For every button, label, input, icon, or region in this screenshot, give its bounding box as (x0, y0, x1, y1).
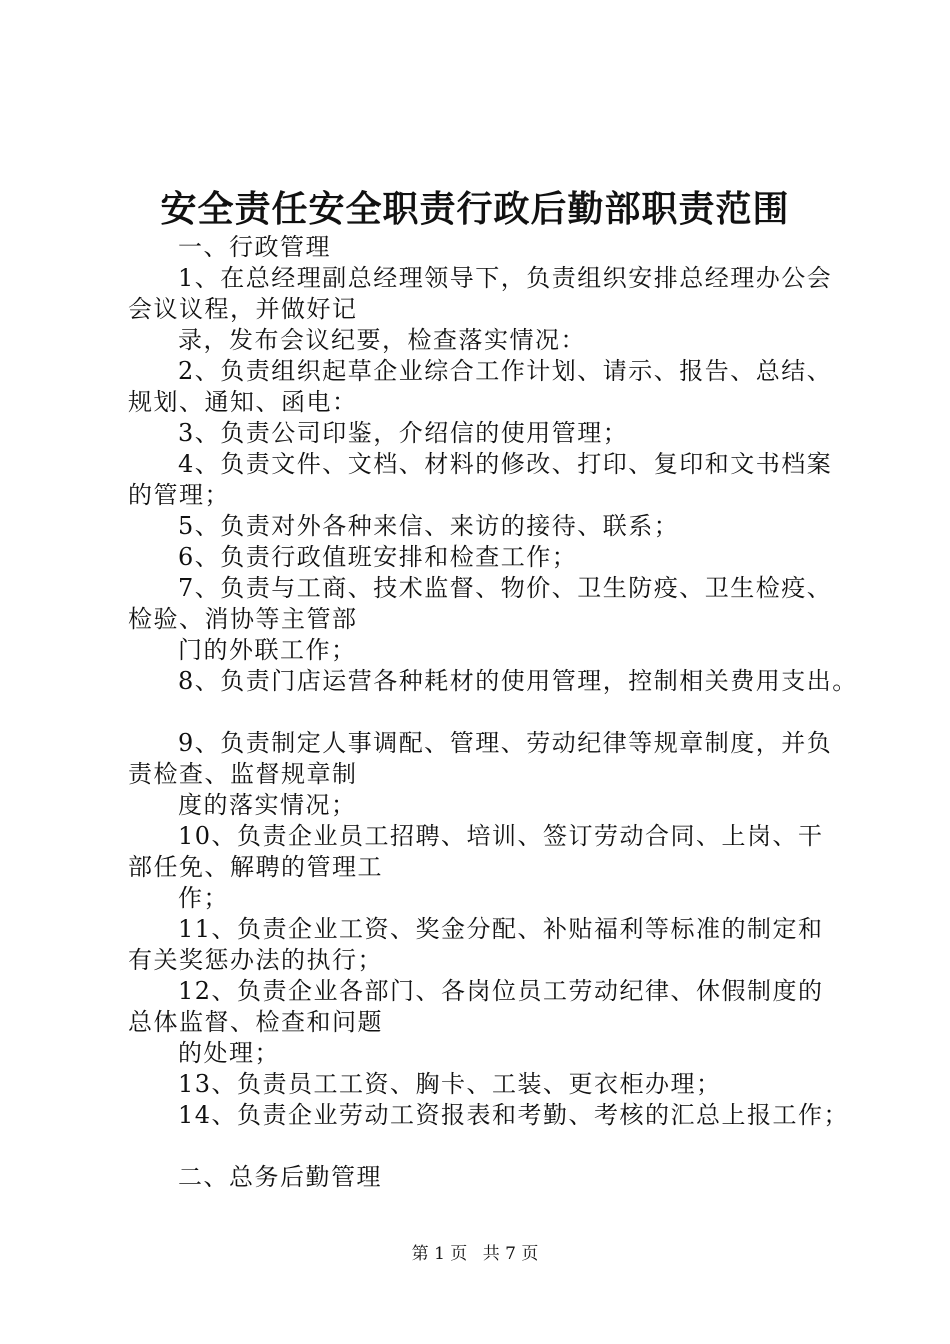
blank-line (128, 1131, 848, 1162)
text-line: 9、负责制定人事调配、管理、劳动纪律等规章制度，并负 (178, 729, 833, 757)
text-line: 12、负责企业各部门、各岗位员工劳动纪律、休假制度的 (178, 977, 824, 1005)
document-body (128, 232, 858, 1193)
text-line: 10、负责企业员工招聘、培训、签订劳动合同、上岗、干 (178, 822, 824, 850)
text-line: 门的外联工作； (178, 636, 357, 664)
text-line: 二、总务后勤管理 (178, 1163, 382, 1191)
text-line: 8、负责门店运营各种耗材的使用管理，控制相关费用支出。 (178, 667, 858, 695)
text-line: 检验、消协等主管部 (128, 605, 358, 633)
text-line: 13、负责员工工资、胸卡、工装、更衣柜办理； (178, 1070, 722, 1098)
text-line: 度的落实情况； (178, 791, 357, 819)
text-line: 4、负责文件、文档、材料的修改、打印、复印和文书档案 (178, 450, 833, 478)
page-footer (0, 1243, 950, 1265)
text-line: 6、负责行政值班安排和检查工作； (178, 543, 578, 571)
text-line: 的处理； (178, 1039, 280, 1067)
text-line: 5、负责对外各种来信、来访的接待、联系； (178, 512, 680, 540)
text-line: 7、负责与工商、技术监督、物价、卫生防疫、卫生检疫、 (178, 574, 833, 602)
text-line: 作； (178, 884, 229, 912)
text-line: 14、负责企业劳动工资报表和考勤、考核的汇总上报工作； (178, 1101, 850, 1129)
text-line: 规划、通知、函电： (128, 388, 358, 416)
text-line: 有关奖惩办法的执行； (128, 946, 383, 974)
text-line: 会议议程，并做好记 (128, 295, 358, 323)
text-line: 录，发布会议纪要，检查落实情况： (178, 326, 586, 354)
page-number: 第 1 页 (411, 1244, 468, 1264)
document-title: 安全责任安全职责行政后勤部职责范围 (160, 188, 790, 230)
blank-line (128, 697, 848, 728)
text-line: 责检查、监督规章制 (128, 760, 358, 788)
text-line: 总体监督、检查和问题 (128, 1008, 383, 1036)
text-line: 2、负责组织起草企业综合工作计划、请示、报告、总结、 (178, 357, 833, 385)
page-total: 共 7 页 (482, 1244, 539, 1264)
text-line: 一、行政管理 (178, 233, 331, 261)
text-line: 1、在总经理副总经理领导下，负责组织安排总经理办公会 (178, 264, 833, 292)
text-line: 部任免、解聘的管理工 (128, 853, 383, 881)
text-line: 3、负责公司印鉴，介绍信的使用管理； (178, 419, 629, 447)
text-line: 的管理； (128, 481, 230, 509)
text-line: 11、负责企业工资、奖金分配、补贴福利等标准的制定和 (178, 915, 824, 943)
